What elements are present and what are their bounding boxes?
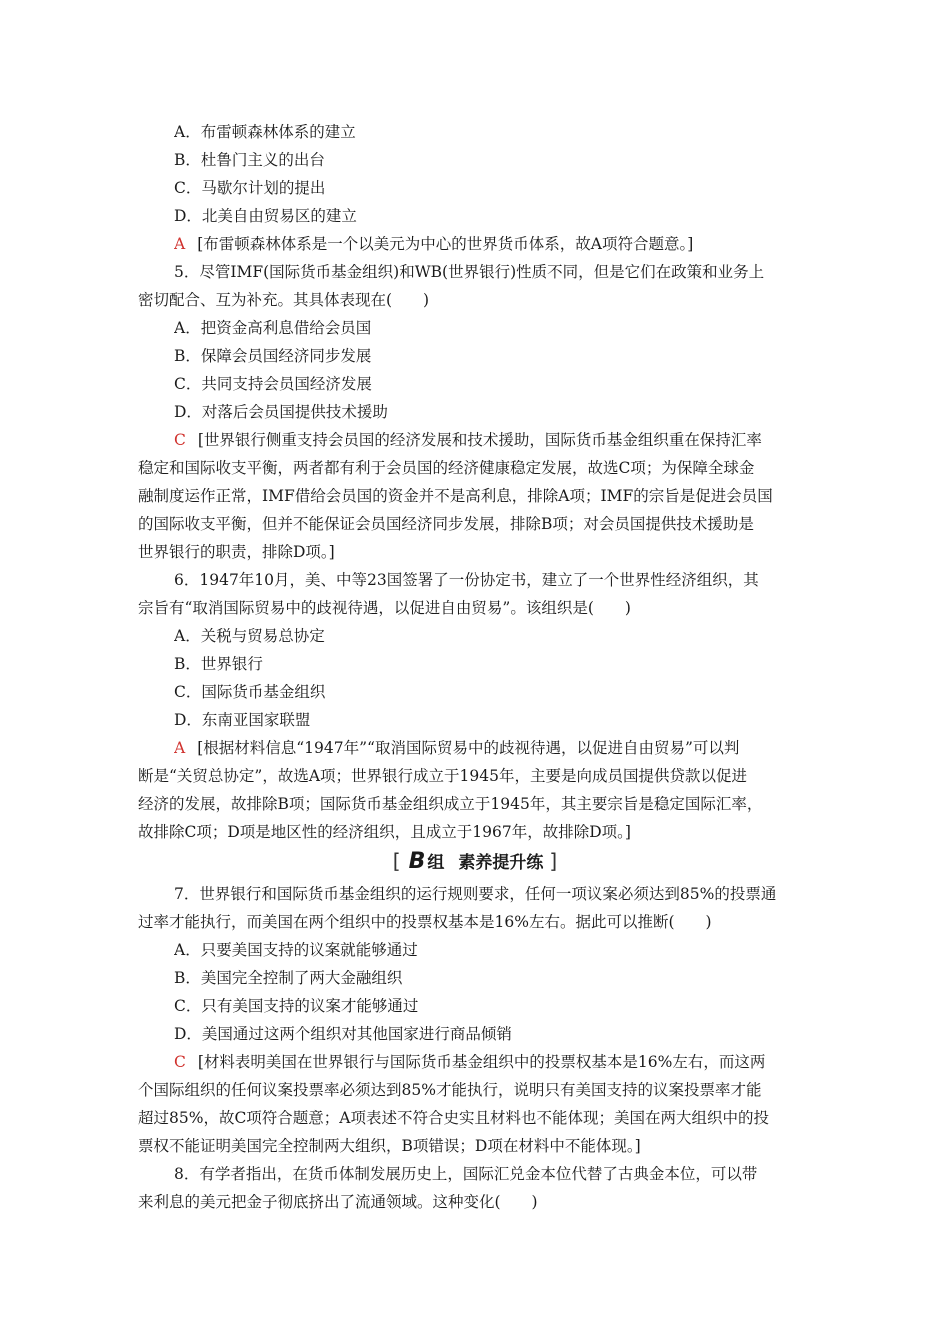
q7-option-b: B．美国完全控制了两大金融组织 xyxy=(174,969,403,987)
q5-stem-line2: 密切配合、互为补充。其具体表现在( ) xyxy=(138,291,430,309)
q5-answer-letter: C xyxy=(174,431,186,449)
section-heading-b xyxy=(0,848,950,878)
q5-explanation-line1: [世界银行侧重支持会员国的经济发展和技术援助，国际货币基金组织重在保持汇率 xyxy=(197,431,762,449)
section-bracket-open: [ xyxy=(392,849,401,873)
q5-explanation-line5: 世界银行的职责，排除D项。] xyxy=(138,543,335,561)
section-group: 组 xyxy=(427,853,445,873)
q4-option-c: C．马歇尔计划的提出 xyxy=(174,179,326,197)
section-letter: B xyxy=(408,849,426,874)
q6-answer xyxy=(174,738,854,758)
q6-stem-line2: 宗旨有“取消国际贸易中的歧视待遇，以促进自由贸易”。该组织是( ) xyxy=(138,599,631,617)
q5-option-d: D．对落后会员国提供技术援助 xyxy=(174,403,388,421)
q7-stem-line1: 7．世界银行和国际货币基金组织的运行规则要求，任何一项议案必须达到85%的投票通 xyxy=(174,885,777,903)
q6-answer-letter: A xyxy=(174,739,186,757)
q7-option-c: C．只有美国支持的议案才能够通过 xyxy=(174,997,419,1015)
q7-explanation-line2: 个国际组织的任何议案投票率必须达到85%才能执行，说明只有美国支持的议案投票率才能 xyxy=(138,1081,762,1099)
q4-option-b: B．杜鲁门主义的出台 xyxy=(174,151,325,169)
q8-stem-line1: 8．有学者指出，在货币体制发展历史上，国际汇兑金本位代替了古典金本位，可以带 xyxy=(174,1165,758,1183)
q5-explanation-line2: 稳定和国际收支平衡，两者都有利于会员国的经济健康稳定发展，故选C项；为保障全球金 xyxy=(138,459,755,477)
section-title: 素养提升练 xyxy=(458,853,544,873)
q5-stem-line1: 5．尽管IMF(国际货币基金组织)和WB(世界银行)性质不同，但是它们在政策和业务上 xyxy=(174,263,765,281)
q7-answer xyxy=(174,1052,854,1072)
q6-option-b: B．世界银行 xyxy=(174,655,263,673)
section-bracket-close: ] xyxy=(549,849,558,873)
q6-explanation-line1: [根据材料信息“1947年”“取消国际贸易中的歧视待遇，以促进自由贸易”可以判 xyxy=(197,739,740,757)
q6-option-a: A．关税与贸易总协定 xyxy=(174,627,325,645)
q7-option-d: D．美国通过这两个组织对其他国家进行商品倾销 xyxy=(174,1025,512,1043)
q4-explanation: [布雷顿森林体系是一个以美元为中心的世界货币体系，故A项符合题意。] xyxy=(197,235,694,253)
q8-stem-line2: 来利息的美元把金子彻底挤出了流通领域。这种变化( ) xyxy=(138,1193,538,1211)
q4-option-a: A．布雷顿森林体系的建立 xyxy=(174,123,356,141)
q7-stem-line2: 过率才能执行，而美国在两个组织中的投票权基本是16%左右。据此可以推断( ) xyxy=(138,913,712,931)
q5-answer xyxy=(174,430,854,450)
q6-stem-line1: 6．1947年10月，美、中等23国签署了一份协定书，建立了一个世界性经济组织，其 xyxy=(174,571,759,589)
q5-option-b: B．保障会员国经济同步发展 xyxy=(174,347,372,365)
q7-option-a: A．只要美国支持的议案就能够通过 xyxy=(174,941,418,959)
q7-explanation-line3: 超过85%，故C项符合题意；A项表述不符合史实且材料也不能体现；美国在两大组织中的投 xyxy=(138,1109,770,1127)
q5-explanation-line3: 融制度运作正常，IMF借给会员国的资金并不是高利息，排除A项；IMF的宗旨是促进会员国 xyxy=(138,487,773,505)
q5-explanation-line4: 的国际收支平衡，但并不能保证会员国经济同步发展，排除B项；对会员国提供技术援助是 xyxy=(138,515,754,533)
q7-explanation-line4: 票权不能证明美国完全控制两大组织，B项错误；D项在材料中不能体现。] xyxy=(138,1137,641,1155)
q4-answer-letter: A xyxy=(174,235,186,253)
q4-answer xyxy=(174,234,854,254)
q4-option-d: D．北美自由贸易区的建立 xyxy=(174,207,357,225)
q6-option-c: C．国际货币基金组织 xyxy=(174,683,326,701)
q7-answer-letter: C xyxy=(174,1053,186,1071)
q6-explanation-line2: 断是“关贸总协定”，故选A项；世界银行成立于1945年，主要是向成员国提供贷款以促进 xyxy=(138,767,747,785)
q6-explanation-line4: 故排除C项；D项是地区性的经济组织，且成立于1967年，故排除D项。] xyxy=(138,823,631,841)
q6-option-d: D．东南亚国家联盟 xyxy=(174,711,311,729)
q7-explanation-line1: [材料表明美国在世界银行与国际货币基金组织中的投票权基本是16%左右，而这两 xyxy=(197,1053,766,1071)
q5-option-a: A．把资金高利息借给会员国 xyxy=(174,319,372,337)
q6-explanation-line3: 经济的发展，故排除B项；国际货币基金组织成立于1945年，其主要宗旨是稳定国际汇率， xyxy=(138,795,763,813)
q5-option-c: C．共同支持会员国经济发展 xyxy=(174,375,372,393)
